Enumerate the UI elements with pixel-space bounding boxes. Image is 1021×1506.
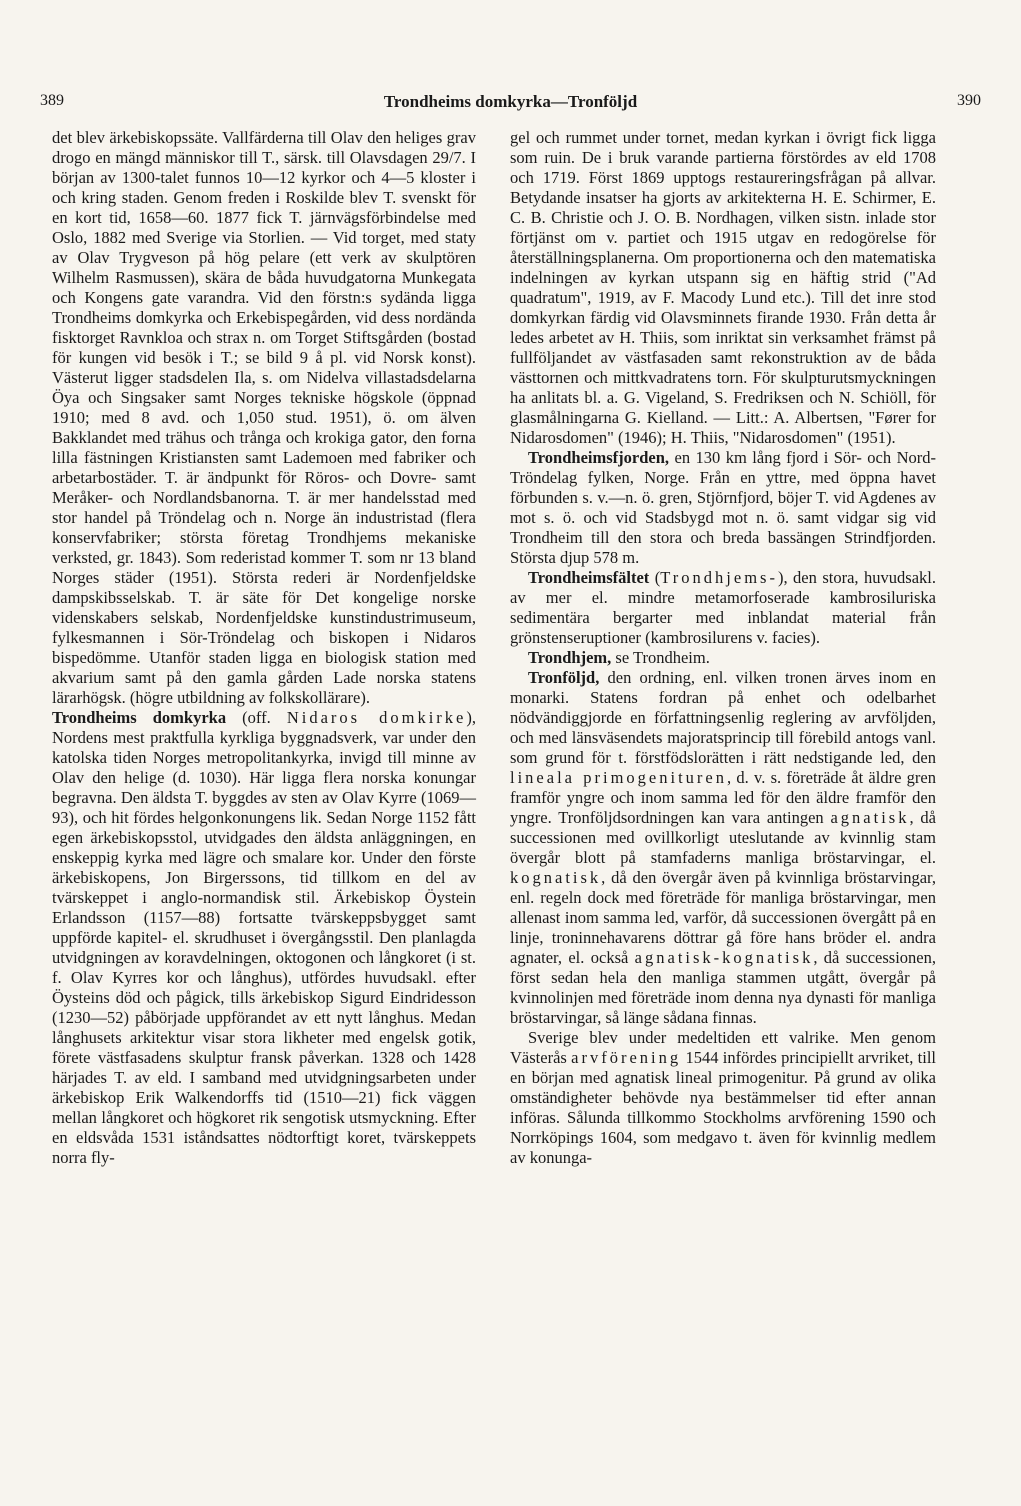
entry-tronfoljd: Tronföljd, den ordning, enl. vilken tronen ärves inom en monarki. Statens fordran på enhet och odelbarhet nödvändiggjorde en författningsenlig reglering av arvföljden, och med länsväsendets majoratsprincip till förebild antogs vanl. som grund för t. förstfödslorätten i rätt nedstigande led, den lineala primogenituren, d. v. s. företräde åt äldre gren framför yngre och inom samma led för den äldre framför den yngre. Tronföljdsordningen kan vara antingen agnatisk, då successionen med ovillkorligt uteslutande av kvinnlig stam övergår blott på stamfaderns manliga bröstarvingar, el. kognatisk, då den övergår även på kvinnliga bröstarvingar, enl. regeln dock med företräde för manliga bröstarvingar, men allenast inom samma led, varför, då successionen övergått på en linje, troninnehavarens döttrar gå före hans bröder el. andra agnater, el. också agnatisk-kognatisk, då successionen, först sedan hela den manliga stammen utgått, övergår på kvinnolinjen med företräde inom denna nya dynasti för manliga bröstarvingar, så länge sådana finnas. [510,668,937,1027]
page-number-left: 389 [40,92,64,109]
tronfoljd-sverige-paragraph: Sverige blev under medeltiden ett valrike. Men genom Västerås arvförening 1544 infördes principiellt arvriket, till en början med agnatisk lineal primogenitur. På grund av olika omständigheter behövde nya bestämmelser tid efter annan införas. Sålunda tillkommo Stockholms arvförening 1590 och Norrköpings 1604, som medgavo t. även för kvinnlig medlem av konunga- [510,1028,936,1167]
headword: Trondhjem, [528,648,612,667]
headword: Trondheims domkyrka [52,708,227,727]
page-number-right: 390 [957,92,981,109]
entry-trondheimsfjorden: Trondheimsfjorden, en 130 km lång fjord i Sör- och Nord-Tröndelag fylken, Norge. Från en yttre, med öppna havet förbunden s. v.—n. ö. gren, Stjörnfjord, böjer T. vid Agdenes av mot s. ö. och vid Stadsbygd mot n. ö. samt vidgar sig vid Trondheim till den stora och breda bassängen Strindfjorden. Största djup 578 m. [510,448,936,567]
headword: Trondheimsfjorden, [528,448,670,467]
spaced-term: kognatisk [510,868,602,887]
spaced-term: Trondhjems- [660,568,778,587]
entry-trondhjem: Trondhjem, se Trondheim. [528,648,710,667]
running-title: Trondheims domkyrka—Tronföljd [383,92,638,111]
headword: Tronföljd, [528,668,600,687]
spaced-term: agnatisk-kognatisk [634,948,814,967]
spaced-term: Nidaros domkirke [286,708,467,727]
spaced-term: arvförening [571,1048,682,1067]
entry-trondheimsfaltet: Trondheimsfältet (Trondhjems-), den stora, huvudsakl. av mer el. mindre metamorfoserade kambrosiluriska sedimentära bergarter med inblandat material från grönstenseruptioner (kambrosilurens v. facies). [510,568,936,647]
running-header [40,92,981,118]
headword: Trondheimsfältet [528,568,650,587]
left-column [52,128,476,1168]
spaced-term: lineala primogenituren [510,768,727,787]
domkyrka-continued-paragraph: gel och rummet under tornet, medan kyrkan i övrigt fick ligga som ruin. De i bruk varande partierna förstördes av eld 1708 och 1719. Först 1869 upptogs restaureringsfrågan på allvar. Betydande insatser ha gjorts av arkitekterna H. E. Schirmer, E. C. B. Christie och J. O. B. Nordhagen, vilken sistn. inlade stor förtjänst om v. partiet och 1915 utgav en redogörelse för återställningsplanerna. Om proportionerna och den matematiska indelningen av kyrkan utspann sig en häftig strid ("Ad quadratum", 1919, av F. Macody Lund etc.). Till det inre stod domkyrkan färdig vid Olavsminnets firande 1930. Från detta år ledes arbetet av H. Thiis, som inriktat sin verksamhet främst på fullföljandet av västfasaden samt rekonstruktion av de båda västtornen och mittkvadratens torn. För skulpturutsmyckningen ha anlitats bl. a. G. Vigeland, S. Fredriksen och N. Schiöll, för glasmålningarna G. Kielland. — Litt.: A. Albertsen, "Fører for Nidarosdomen" (1946); H. Thiis, "Nidarosdomen" (1951). [510,128,936,447]
spaced-term: agnatisk [830,808,910,827]
trondheim-continued-paragraph: det blev ärkebiskopssäte. Vallfärderna till Olav den heliges grav drogo en mängd människor till T., särsk. till Olavsdagen 29/7. I början av 1300-talet funnos 10—12 kyrkor och 4—5 kloster i och kring staden. Genom freden i Roskilde blev T. svenskt för en kort tid, 1658—60. 1877 fick T. järnvägsförbindelse med Oslo, 1882 med Sverige via Storlien. — Vid torget, med staty av Olav Trygveson på hög pelare (ett verk av skulptören Wilhelm Rasmussen), skära de båda huvudgatorna Munkegata och Kongens gate varandra. Vid den förstn:s sydända ligga Trondheims domkyrka och Erkebispegården, vid dess nordända fisktorget Ravnkloa och strax n. om Torget Stiftsgården (bostad för kungen vid besök i T.; se bild 9 å pl. vid Norsk konst). Västerut ligger stadsdelen Ila, s. om Nidelva villastadsdelarna Öya och Singsaker samt Norges tekniske högskole (öppnad 1910; med 8 avd. och 1,050 stud. 1951), ö. om älven Bakklandet med trähus och trånga och krokiga gator, den forna lilla fästningen Kristiansten samt Lademoen med fabriker och arbetarbostäder. T. är ändpunkt för Röros- och Dovre- samt Meråker- och Nordlandsbanorna. T. är mer handelsstad med stor handel på Tröndelag och n. Norge än industristad (flera konservfabriker; största företag Trondhjems mekaniske verksted, gr. 1843). Som rederistad kommer T. som nr 13 bland Norges städer (1951). Största rederi är Nordenfjeldske dampskibsselskab. T. är säte för Det kongelige norske videnskabers selskab, Nordenfjeldske kunstindustrimuseum, fylkesmannen i Sör-Tröndelag och biskopen i Nidaros bispedömme. Utanför staden ligga en biologisk station med akvarium samt på den gamla gården Lade norska statens lärarhögsk. (högre utbildning av folkskollärare). [52,128,476,707]
entry-trondheims-domkyrka: Trondheims domkyrka (off. Nidaros domkirke), Nordens mest praktfulla kyrkliga byggnadsverk, var under den katolska tiden Norges metropolitankyrka, invigd till minne av Olav den helige (d. 1030). Här ligga flera norska konungar begravna. Den äldsta T. byggdes av sten av Olav Kyrre (1069—93), och hit fördes helgonkonungens lik. Sedan Norge 1152 fått egen ärkebiskopsstol, utvidgades den äldsta anläggningen, en enskeppig kyrka med lägre och smalare kor. Under den förste ärkebiskopens, Jon Birgerssons, tid tillkom en del av tvärskeppet i anglo-normandisk stil. Ärkebiskop Öystein Erlandsson (1157—88) fortsatte tvärskeppsbygget samt uppförde kapitel- el. skrudhuset i övergångsstil. Den planlagda utvidgningen av koravdelningen, oktogonen och långkoret (i st. f. Olav Kyrres kor och långhus), utfördes huvudsakl. efter Öysteins död och pågick, tills ärkebiskop Sigurd Eindridesson (1230—52) påbörjade uppförandet av ett nytt långhus. Medan långhusets arkitektur visar stora likheter med engelsk gotik, förete västfasadens skulptur fransk påverkan. 1328 och 1428 härjades T. av eld. I samband med utvidgningsarbeten under ärkebiskop Erik Walkendorffs tid (1510—21) fick väggen mellan långkoret och högkoret rik sengotisk utsmyckning. Efter en eldsvåda 1531 iståndsattes nödtorftigt koret, tvärskeppets norra fly- [52,708,476,1167]
right-column [510,128,936,1168]
